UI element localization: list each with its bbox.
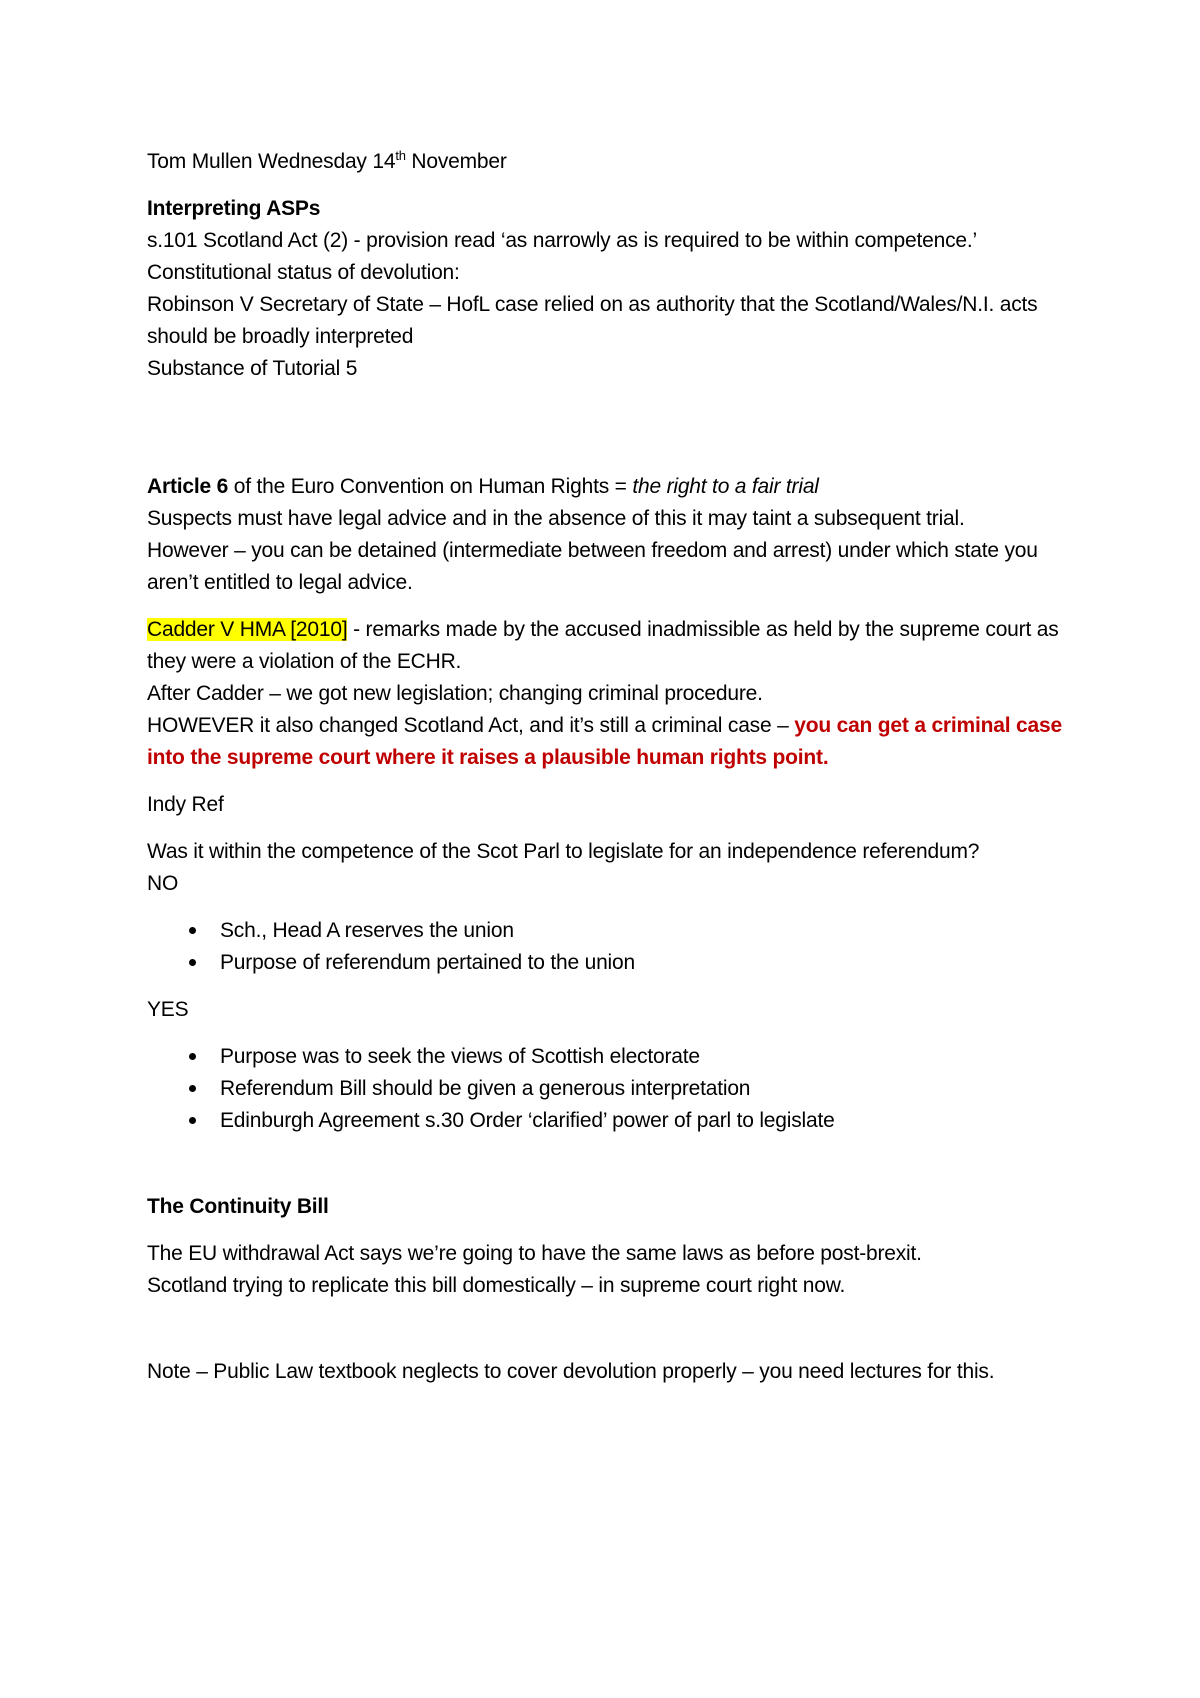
interpreting-line-2: Constitutional status of devolution: bbox=[147, 261, 460, 284]
cadder-line-1 bbox=[147, 614, 1077, 678]
article6-italic: the right to a fair trial bbox=[632, 475, 819, 498]
indyref-question: Was it within the competence of the Scot Parl to legislate for an independence referendum? bbox=[147, 840, 980, 863]
cadder-red-emphasis: you can get a criminal case into the supreme court where it raises a plausible human rights point. bbox=[147, 714, 1062, 769]
interpreting-heading: Interpreting ASPs bbox=[147, 197, 321, 220]
month: November bbox=[405, 150, 507, 173]
bullet-icon bbox=[189, 927, 196, 934]
indyref-yes-label: YES bbox=[147, 998, 189, 1021]
ordinal-suffix: th bbox=[395, 148, 406, 163]
no-list bbox=[147, 915, 1077, 979]
continuity-line-1: The EU withdrawal Act says we’re going to have the same laws as before post-brexit. bbox=[147, 1242, 922, 1265]
note-text: Note – Public Law textbook neglects to cover devolution properly – you need lectures for this. bbox=[147, 1360, 995, 1383]
indyref-no-label: NO bbox=[147, 872, 179, 895]
name-date: Tom Mullen Wednesday 14 bbox=[147, 150, 396, 173]
list-item: Purpose was to seek the views of Scottish electorate bbox=[147, 1041, 1077, 1073]
cadder-plain: HOWEVER it also changed Scotland Act, and it’s still a criminal case – bbox=[147, 714, 795, 737]
bullet-icon bbox=[189, 1053, 196, 1060]
article6-bold: Article 6 bbox=[147, 475, 229, 498]
document-page bbox=[147, 146, 1077, 1388]
list-item: Sch., Head A reserves the union bbox=[147, 915, 1077, 947]
cadder-highlight: Cadder V HMA [2010] bbox=[147, 618, 348, 641]
header-line bbox=[147, 146, 1077, 178]
article6-line-1 bbox=[147, 471, 1077, 503]
indyref-heading: Indy Ref bbox=[147, 793, 224, 816]
article6-line-2: Suspects must have legal advice and in the absence of this it may taint a subsequent trial. bbox=[147, 507, 965, 530]
cadder-line-3 bbox=[147, 710, 1077, 774]
yes-list bbox=[147, 1041, 1077, 1137]
list-item: Purpose of referendum pertained to the union bbox=[147, 947, 1077, 979]
list-item: Referendum Bill should be given a generous interpretation bbox=[147, 1073, 1077, 1105]
article6-line-3: However – you can be detained (intermediate between freedom and arrest) under which state you aren’t entitled to legal advice. bbox=[147, 539, 1038, 594]
continuity-heading: The Continuity Bill bbox=[147, 1195, 329, 1218]
bullet-icon bbox=[189, 1117, 196, 1124]
bullet-icon bbox=[189, 1085, 196, 1092]
continuity-line-2: Scotland trying to replicate this bill domestically – in supreme court right now. bbox=[147, 1274, 846, 1297]
cadder-line-2: After Cadder – we got new legislation; changing criminal procedure. bbox=[147, 682, 763, 705]
list-item: Edinburgh Agreement s.30 Order ‘clarified’ power of parl to legislate bbox=[147, 1105, 1077, 1137]
cadder-text: - remarks made by the accused inadmissible as held by the supreme court as they were a violation of the ECHR. bbox=[147, 618, 1059, 673]
interpreting-line-1: s.101 Scotland Act (2) - provision read ‘as narrowly as is required to be within competence.’ bbox=[147, 229, 977, 252]
article6-text: of the Euro Convention on Human Rights = bbox=[228, 475, 633, 498]
interpreting-line-4: Substance of Tutorial 5 bbox=[147, 357, 358, 380]
bullet-icon bbox=[189, 959, 196, 966]
interpreting-line-3: Robinson V Secretary of State – HofL case relied on as authority that the Scotland/Wales/N.I. acts should be broadly interpreted bbox=[147, 293, 1038, 348]
